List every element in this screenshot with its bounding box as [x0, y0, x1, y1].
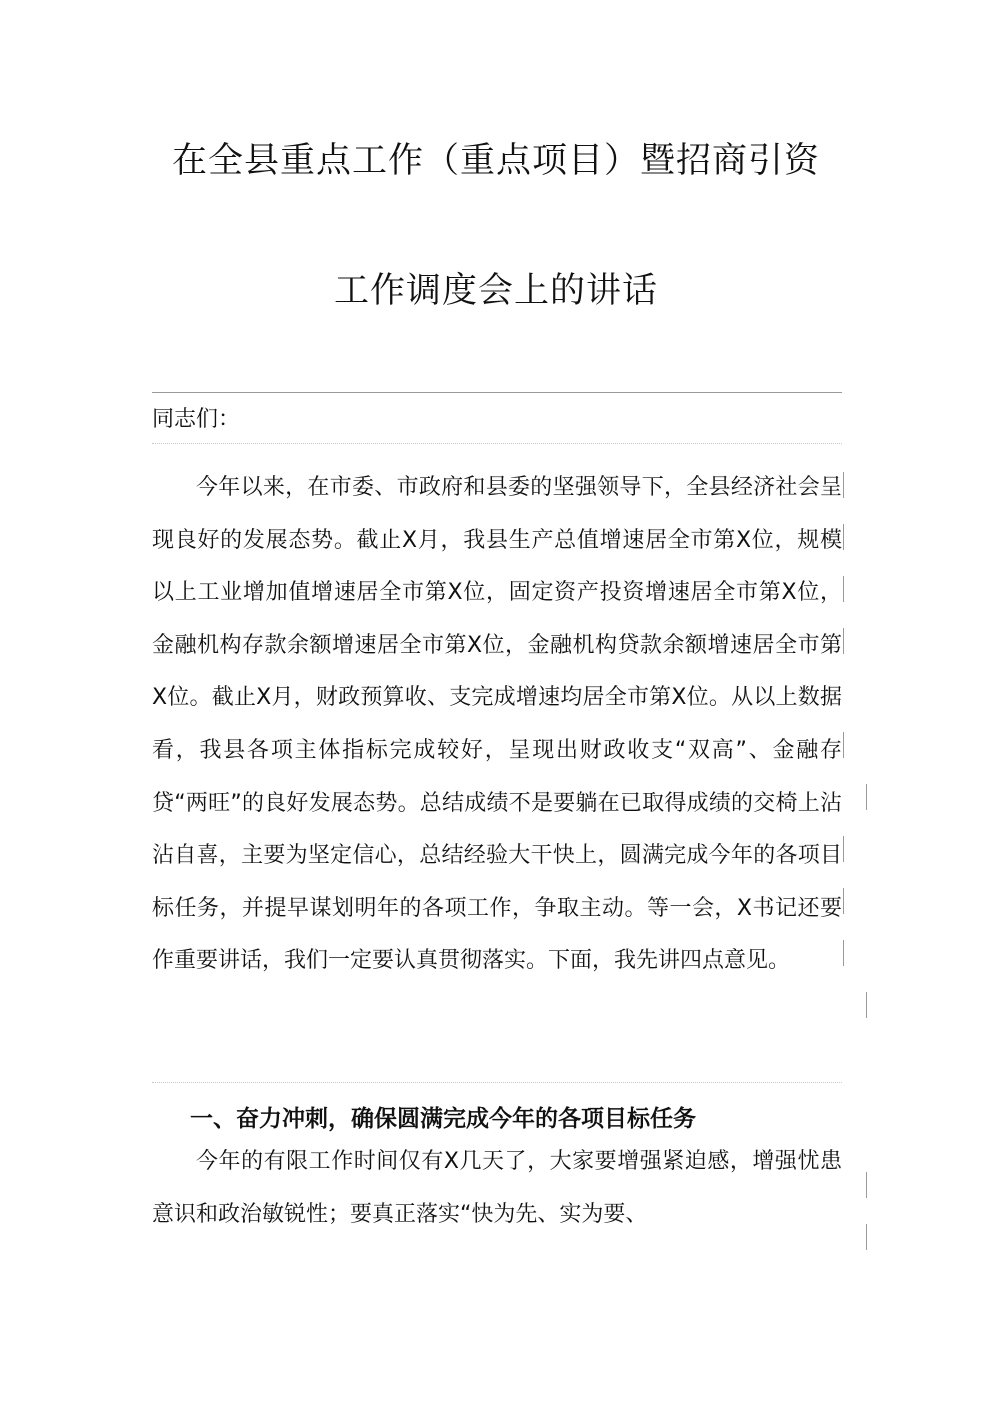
document-title-line-2: 工作调度会上的讲话	[333, 271, 658, 311]
margin-mark	[843, 888, 844, 914]
body-paragraph-1: 今年以来，在市委、市政府和县委的坚强领导下，全县经济社会呈现良好的发展态势。截止X月，我县生产总值增速居全市第X位，规模以上工业增加值增速居全市第X位，固定资产投资增速居全市第X位，金融机构存款余额增速居全市第X位，金融机构贷款余额增速居全市第X位。截止X月，财政预算收、支完成增速均居全市第X位。从以上数据看，我县各项主体指标完成较好，呈现出财政收支“双高”、金融存贷“两旺”的良好发展态势。总结成绩不是要躺在已取得成绩的交椅上沾沾自喜，主要为坚定信心，总结经验大干快上，圆满完成今年的各项目标任务，并提早谋划明年的各项工作，争取主动。等一会，X书记还要作重要讲话，我们一定要认真贯彻落实。下面，我先讲四点意见。	[152, 475, 842, 974]
salutation: 同志们：	[152, 407, 241, 432]
section-heading-1: 一、奋力冲刺，确保圆满完成今年的各项目标任务	[190, 1106, 696, 1132]
margin-mark	[866, 1224, 867, 1250]
header-rule	[152, 392, 842, 393]
margin-mark	[866, 784, 867, 810]
margin-mark	[866, 1172, 867, 1198]
body-paragraph-2: 今年的有限工作时间仅有X几天了，大家要增强紧迫感，增强忧患意识和政治敏锐性；要真正落实“快为先、实为要、	[152, 1149, 842, 1227]
paragraph-divider	[152, 1082, 842, 1083]
salutation-divider	[152, 443, 842, 444]
margin-mark	[843, 836, 844, 862]
margin-mark	[843, 472, 844, 498]
margin-mark	[843, 732, 844, 758]
margin-mark	[843, 576, 844, 602]
margin-mark	[866, 992, 867, 1018]
margin-mark	[843, 628, 844, 654]
document-title-line-1: 在全县重点工作（重点项目）暨招商引资	[171, 141, 820, 181]
margin-mark	[843, 524, 844, 550]
margin-mark	[843, 940, 844, 966]
